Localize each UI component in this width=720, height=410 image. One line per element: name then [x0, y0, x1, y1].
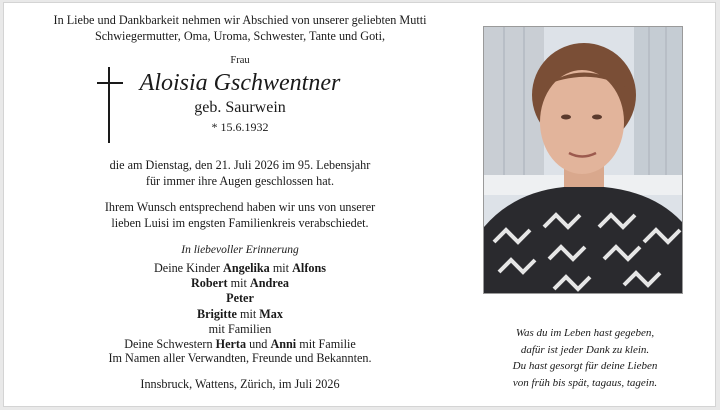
- family-line-5: mit Familien: [208, 321, 272, 336]
- intro-line-1: In Liebe und Dankbarkeit nehmen wir Abschied von unserer geliebten Mutti: [53, 13, 427, 27]
- death-line-2: für immer ihre Augen geschlossen hat.: [145, 173, 335, 188]
- maiden-name: geb. Saurwein: [194, 99, 286, 116]
- family-line-6: Deine Schwestern Herta und Anni mit Familie: [124, 337, 356, 352]
- farewell-line-1: Ihrem Wunsch entsprechend haben wir uns von unserer: [104, 200, 376, 214]
- family-list: [4, 261, 476, 352]
- sibling-name: Herta: [215, 337, 247, 352]
- partner-name: Max: [259, 306, 283, 321]
- partner-name: Andrea: [249, 276, 289, 291]
- child-name: Robert: [191, 276, 228, 291]
- family-line-3: [4, 291, 476, 306]
- family-line-1: Deine Kinder Angelika mit Alfons: [153, 261, 326, 275]
- family-line-2: Robert mit Andrea: [191, 276, 289, 291]
- intro-line-2: Schwiegermutter, Oma, Uroma, Schwester, Tante und Goti,: [94, 28, 386, 43]
- poem-line-2: dafür ist jeder Dank zu klein.: [520, 343, 650, 356]
- child-name: Peter: [226, 291, 254, 306]
- salutation: Frau: [230, 55, 250, 66]
- deceased-name: Aloisia Gschwentner: [139, 70, 341, 96]
- portrait-photo: [483, 26, 683, 294]
- poem-line-4: von früh bis spät, tagaus, tagein.: [512, 376, 658, 389]
- poem-line-3: Du hast gesorgt für deine Lieben: [512, 360, 658, 372]
- poem-line-1: Was du im Leben hast gegeben,: [515, 327, 655, 339]
- obituary-card: [3, 2, 716, 407]
- death-line-1: die am Dienstag, den 21. Juli 2026 im 95. Lebensjahr: [109, 158, 371, 172]
- relatives-line: Im Namen aller Verwandten, Freunde und Bekannten.: [108, 351, 372, 365]
- intro-text: [4, 13, 476, 44]
- sibling-name: Anni: [270, 337, 297, 352]
- farewell-notice: [4, 200, 476, 231]
- birth-date: * 15.6.1932: [211, 120, 269, 134]
- death-notice: [4, 158, 476, 189]
- memory-heading: In liebevoller Erinnerung: [181, 244, 299, 256]
- farewell-line-2: lieben Luisi im engsten Familienkreis verabschiedet.: [111, 215, 369, 230]
- poem: [490, 325, 680, 391]
- child-name: Brigitte: [197, 306, 237, 321]
- place-date: Innsbruck, Wattens, Zürich, im Juli 2026: [140, 377, 340, 391]
- partner-name: Alfons: [292, 261, 326, 275]
- child-name: Angelika: [223, 261, 270, 275]
- family-line-4: Brigitte mit Max: [197, 306, 283, 321]
